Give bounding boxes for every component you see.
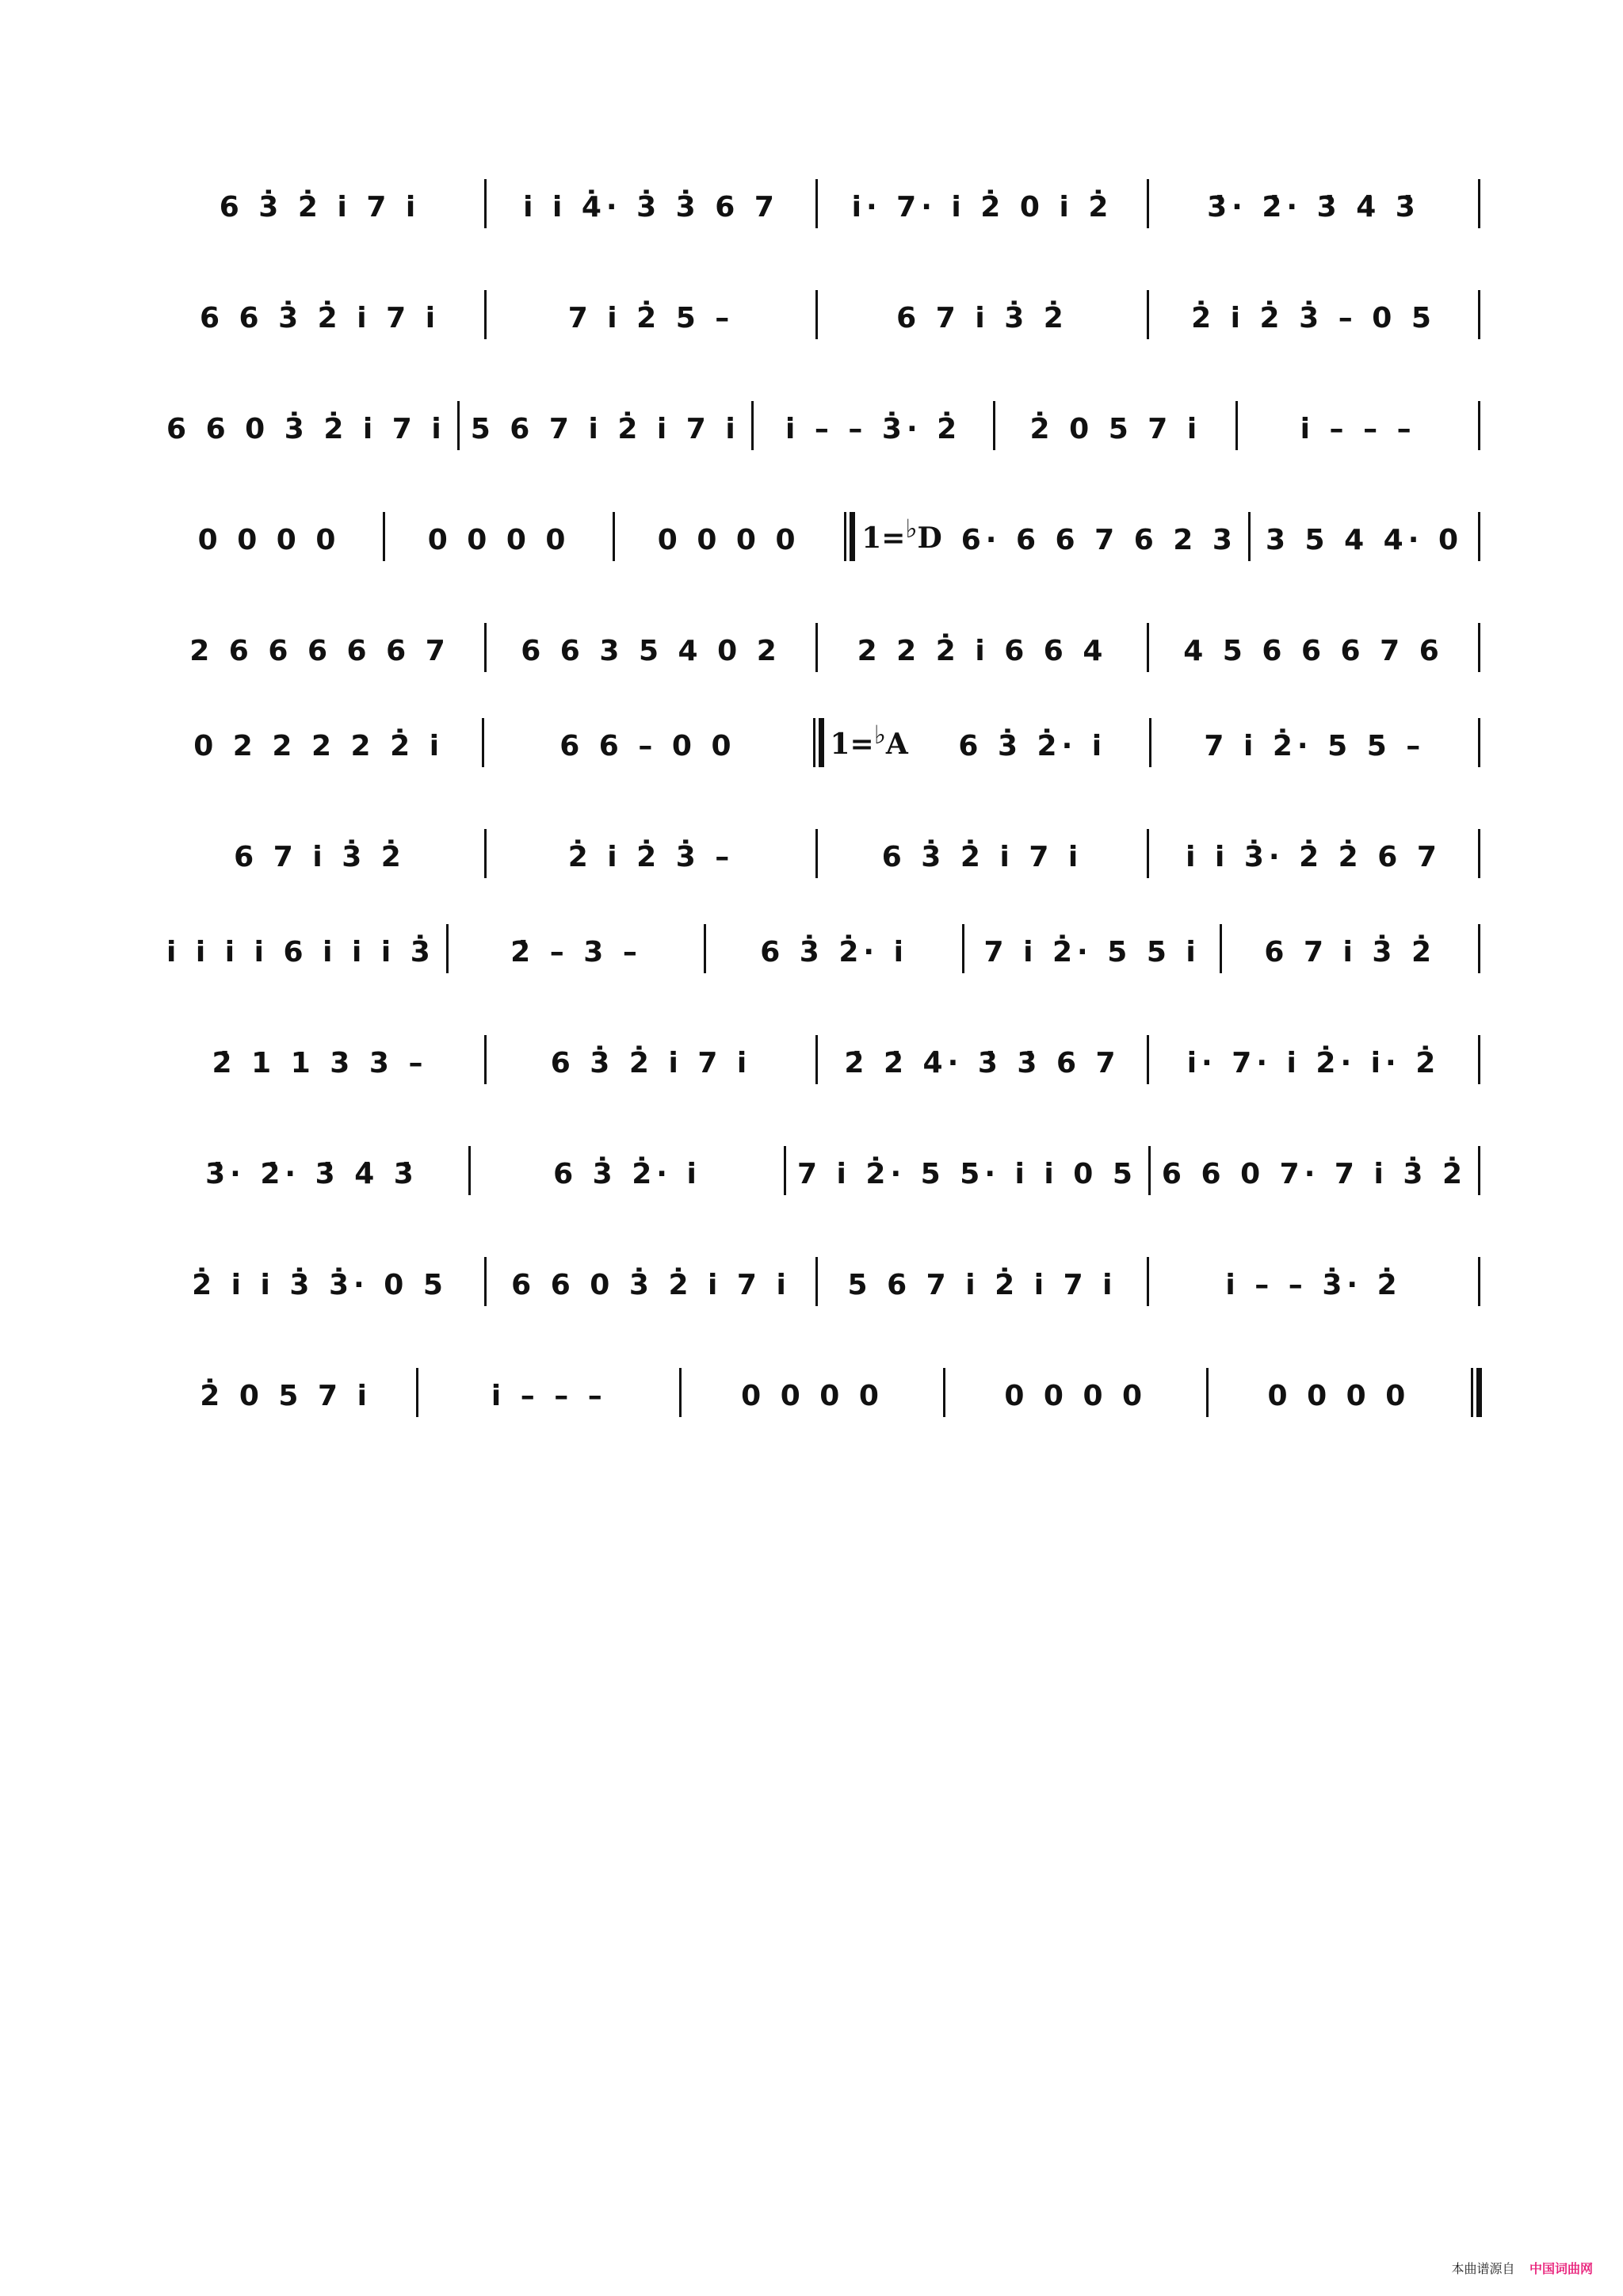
double-barline [812,718,823,767]
notes-text: 6 3̇ 2̇ i̇ 7 i̇ [550,1047,752,1079]
measure-notes [155,705,482,769]
measure-notes [487,277,815,341]
measure-notes [1149,277,1478,341]
notes-text: 7 i̇ 2̇· 5 5 i̇ [983,936,1201,968]
measure [487,277,815,341]
measure [1149,610,1478,674]
measure-notes [155,1355,416,1419]
measure [1149,1022,1478,1086]
notes-text: 2̇ 0 5 7 i̇ [1029,413,1202,445]
measure-notes [706,911,962,975]
notes-text: 5 6 7 i̇ 2̇ i̇ 7 i̇ [847,1269,1117,1301]
measure-notes [1238,388,1478,452]
notes-text: 0 0 0 0 [657,524,800,556]
barline [1478,1035,1480,1084]
notes-text: 6 6 0 3̇ 2̇ i̇ 7 i̇ [166,413,446,445]
notes-text: 4 5 6 6 6 7 6 [1183,635,1444,667]
notes-text: 5 6 7 i̇ 2̇ i̇ 7 i̇ [470,413,740,445]
score-row [155,499,1480,563]
measure-notes [818,816,1147,880]
notes-text: 6 7 i̇ 3̇ 2̇ [896,302,1068,334]
measure-notes [1151,1133,1478,1197]
measure [1251,499,1478,563]
measure-notes [1149,816,1478,880]
notes-text: 6 3̇ 2̇ i̇ 7 i̇ [881,841,1083,873]
notes-text: 2 2 2̇ i̇ 6 6 4 [857,635,1108,667]
measure-notes [1209,1355,1469,1419]
notes-text: 6 3̇ 2̇ i̇ 7 i̇ [219,191,421,223]
measure [682,1355,942,1419]
measure-notes [1149,610,1478,674]
notes-text: 2̇ 0 5 7 i̇ [200,1380,372,1412]
measure-notes [1149,1244,1478,1308]
measure [1222,911,1478,975]
notes-text: 2̇ i̇ i̇ 3̇ 3̇· 0 5 [192,1269,448,1301]
key-signature: 1= ♭ A [830,720,908,761]
measure-notes [487,1022,815,1086]
barline [1478,401,1480,450]
barline [1478,718,1480,767]
footer-site-name[interactable]: 中国词曲网 [1529,2263,1593,2276]
measure-notes [786,1133,1148,1197]
measure [1149,166,1478,230]
notes-text: 2̇ i̇ 2̇ 3̇ – 0 5 [1191,302,1436,334]
notes-text: 2̇ – 3 – [510,936,642,968]
notes-text: 7 i̇ 2̇· 5 5 – [1204,730,1426,762]
notes-text: 6 3̇ 2̇· i̇ [958,730,1107,762]
measure [155,499,383,563]
score-row [155,816,1480,880]
barline [1478,1146,1480,1195]
score-row [155,1355,1480,1419]
measure-notes [945,1355,1206,1419]
notes-text: 6 6 0 3̇ 2̇ i̇ 7 i̇ [511,1269,791,1301]
notes-text: 0 0 0 0 [1267,1380,1411,1412]
score [155,0,1480,1466]
double-barline [842,512,854,561]
measure [818,610,1147,674]
score-row [155,1244,1480,1308]
notes-text: 0 2 2 2 2 2̇ i̇ [193,730,445,762]
notes-text: 0 0 0 0 [1004,1380,1148,1412]
measure-notes [487,1244,815,1308]
notes-text: 6 3̇ 2̇· i̇ [760,936,908,968]
measure-notes [615,499,842,563]
measure-notes [155,1022,484,1086]
measure-notes [818,277,1147,341]
score-row [155,1133,1480,1197]
barline [1478,924,1480,973]
measure [1209,1355,1469,1419]
barline [1478,1257,1480,1306]
notes-text: 0 0 0 0 [741,1380,884,1412]
notes-text: i̇· 7· i̇ 2̇· i̇· 2̇ [1186,1047,1441,1079]
measure-notes [155,499,383,563]
notes-text: 6· 6 6 7 6 2 3 [960,524,1237,556]
measure [854,499,1248,563]
measure-notes [487,166,815,230]
measure-notes [818,1244,1147,1308]
notes-text: i̇ – – 3̇· 2̇ [785,413,962,445]
measure [155,388,457,452]
notes-text: 0 0 0 0 [427,524,571,556]
measure-notes [916,705,1149,769]
notes-text: 6 7 i̇ 3̇ 2̇ [234,841,406,873]
measure [155,911,446,975]
measure [155,1022,484,1086]
measure-notes [1222,911,1478,975]
measure [818,166,1147,230]
measure [1151,1133,1478,1197]
score-row [155,911,1480,975]
measure-notes [818,1022,1147,1086]
measure [487,1244,815,1308]
notes-text: 3 5 4 4· 0 [1265,524,1463,556]
double-barline [1469,1368,1480,1417]
measure-notes [1149,1022,1478,1086]
measure [818,816,1147,880]
barline [1478,179,1480,228]
notes-text: i̇ i̇ i̇ i̇ 6 i̇ i̇ i̇ 3̇ [166,936,435,968]
measure [706,911,962,975]
notes-text: i̇ – – 3̇· 2̇ [1225,1269,1402,1301]
measure-notes [155,166,484,230]
notes-text: 7 i̇ 2̇· 5 5· i̇ i̇ 0 5 [796,1158,1137,1190]
measure-notes [385,499,613,563]
score-row [155,610,1480,674]
measure [823,705,1149,769]
measure-notes [487,610,815,674]
measure-notes [1151,705,1478,769]
notes-text: 6 6 3 5 4 0 2 [521,635,781,667]
measure [471,1133,784,1197]
measure-notes [818,166,1147,230]
measure-notes [155,1133,468,1197]
measure [385,499,613,563]
measure [155,1355,416,1419]
measure-notes [487,816,815,880]
measure [155,1133,468,1197]
notes-text: 6 3̇ 2̇· i̇ [553,1158,701,1190]
measure-notes [418,1355,679,1419]
measure-notes [155,816,484,880]
key-signature: 1= ♭ D [861,514,942,555]
measure-notes [1251,499,1478,563]
measure-notes [964,911,1220,975]
measure [155,610,484,674]
score-row [155,166,1480,230]
measure-notes [950,499,1248,563]
measure-notes [1149,166,1478,230]
measure-notes [449,911,705,975]
measure [418,1355,679,1419]
notes-text: 6 6 3̇ 2̇ i̇ 7 i̇ [199,302,441,334]
measure [1149,816,1478,880]
measure-notes [460,388,751,452]
measure-notes [155,277,484,341]
measure [818,1244,1147,1308]
footer-source-label: 本曲谱源自 [1451,2263,1515,2276]
barline [1478,290,1480,339]
measure [155,277,484,341]
measure-notes [155,610,484,674]
measure [449,911,705,975]
measure [818,1022,1147,1086]
measure-notes [484,705,811,769]
barline [1478,829,1480,878]
measure [487,1022,815,1086]
notes-text: i̇ i̇ 4̇· 3̇ 3̇ 6 7 [523,191,779,223]
measure [1149,277,1478,341]
notes-text: 2̇ 1 1 3 3 – [212,1047,428,1079]
measure [155,816,484,880]
notes-text: i̇ – – – [491,1380,607,1412]
barline [1478,512,1480,561]
measure-notes [471,1133,784,1197]
notes-text: 0 0 0 0 [197,524,341,556]
notes-text: i̇ – – – [1300,413,1416,445]
notes-text: 3̇· 2̇· 3̇ 4̇ 3̇ [1207,191,1420,223]
measure [818,277,1147,341]
notes-text: 2̇ 2̇ 4̇· 3̇ 3̇ 6 7 [844,1047,1121,1079]
measure [487,610,815,674]
barline [1478,623,1480,672]
notes-text: 6 7 i̇ 3̇ 2̇ [1264,936,1437,968]
measure [460,388,751,452]
measure [1151,705,1478,769]
measure [754,388,994,452]
notes-text: i̇· 7· i̇ 2̇ 0 i̇ 2̇ [851,191,1113,223]
measure [945,1355,1206,1419]
measure [964,911,1220,975]
measure [995,388,1235,452]
measure-notes [682,1355,942,1419]
score-row [155,388,1480,452]
measure-notes [754,388,994,452]
measure [487,816,815,880]
notes-text: 3̇· 2̇· 3̇ 4̇ 3̇ [205,1158,418,1190]
notes-text: 6 6 0 7· 7 i̇ 3̇ 2̇ [1161,1158,1467,1190]
footer [1452,2259,1593,2277]
measure [1238,388,1478,452]
measure-notes [155,388,457,452]
measure [487,166,815,230]
score-row [155,277,1480,341]
measure [484,705,811,769]
measure-notes [155,1244,484,1308]
measure [1149,1244,1478,1308]
notes-text: 6 6 – 0 0 [559,730,736,762]
measure-notes [818,610,1147,674]
measure [155,705,482,769]
score-row [155,1022,1480,1086]
notes-text: 2̇ i̇ 2̇ 3̇ – [567,841,735,873]
measure [155,166,484,230]
notes-text: 7 i̇ 2̇ 5 – [567,302,735,334]
measure [155,1244,484,1308]
score-row [155,705,1480,769]
measure [786,1133,1148,1197]
notes-text: 2 6 6 6 6 6 7 [189,635,450,667]
measure [615,499,842,563]
measure-notes [155,911,446,975]
measure-notes [995,388,1235,452]
notes-text: i̇ i̇ 3̇· 2̇ 2̇ 6 7 [1186,841,1442,873]
